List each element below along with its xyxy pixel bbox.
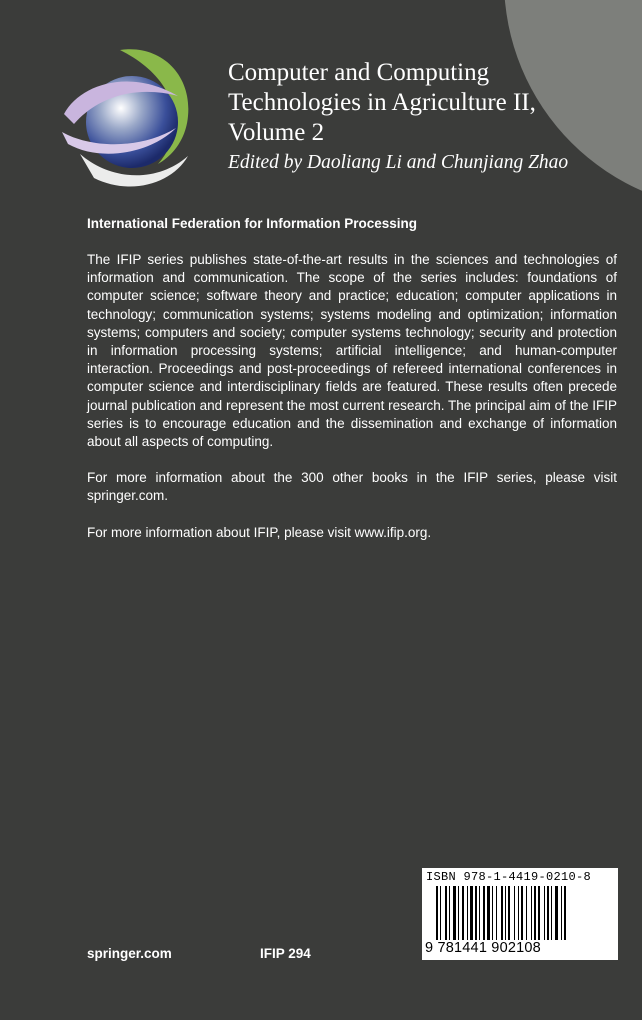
barcode-bar: [445, 886, 447, 940]
barcode-bar: [436, 886, 438, 940]
barcode-bar: [564, 886, 566, 940]
barcode-bar: [501, 886, 503, 940]
book-title-line-1: Computer and Computing: [228, 59, 490, 86]
barcode-bar: [514, 886, 515, 940]
isbn-label: ISBN 978-1-4419-0210-8: [426, 870, 592, 884]
book-title-line-2: Technologies in Agriculture II,: [228, 89, 536, 116]
barcode-bar: [449, 886, 450, 940]
barcode-bar: [458, 886, 459, 940]
barcode-bar: [518, 886, 519, 940]
barcode-bar: [538, 886, 540, 940]
barcode-bar: [470, 886, 473, 940]
barcode-bar: [496, 886, 497, 940]
ean-number: 9 781441 902108: [425, 940, 541, 956]
series-number: IFIP 294: [260, 946, 311, 961]
barcode-bar: [492, 886, 493, 940]
barcode-bar: [479, 886, 480, 940]
barcode-bar: [440, 886, 441, 940]
barcode-bar: [531, 886, 532, 940]
barcode-bar: [487, 886, 490, 940]
barcode-bar: [551, 886, 552, 940]
ifip-globe-logo: [60, 44, 200, 194]
barcode-bar: [561, 886, 562, 940]
editors-line: Edited by Daoliang Li and Chunjiang Zhao: [228, 152, 569, 173]
barcode-bar: [521, 886, 523, 940]
back-cover-text: [87, 214, 617, 560]
barcode-bar: [483, 886, 485, 940]
ifip-info: For more information about IFIP, please visit www.ifip.org.: [87, 524, 432, 540]
barcode-bar: [475, 886, 477, 940]
book-title-line-3: Volume 2: [228, 119, 325, 146]
series-description: The IFIP series publishes state-of-the-art results in the sciences and technologies of information and communication. The scope of the series includes: foundations of computer science; software theory and practice; education; computer applications in technology; communication systems; systems modeling and optimization; information systems; computers and society; computer systems technology; security and protection in information processing systems; artificial intelligence; and human-computer interaction. Proceedings and post-proceedings of refereed international conferences in computer science and interdisciplinary fields are featured. These results often precede journal publication and represent the most current research. The principal aim of the IFIP series is to encourage education and the dissemination and exchange of information about all aspects of computing.: [87, 252, 617, 450]
barcode-bar: [555, 886, 558, 940]
series-heading: International Federation for Information Processing: [87, 216, 418, 231]
publisher-site: springer.com: [87, 946, 172, 961]
barcode-bar: [526, 886, 527, 940]
isbn-barcode: [422, 868, 618, 960]
barcode-bar: [462, 886, 464, 940]
barcode-bar: [544, 886, 545, 940]
barcode-bar: [508, 886, 510, 940]
more-books-info: For more information about the 300 other books in the IFIP series, please visit springer.com.: [87, 470, 617, 504]
barcode-bar: [467, 886, 468, 940]
book-title-block: [228, 58, 628, 176]
barcode-bar: [534, 886, 536, 940]
barcode-bar: [453, 886, 456, 940]
barcode-bar: [505, 886, 506, 940]
barcode-bar: [547, 886, 549, 940]
